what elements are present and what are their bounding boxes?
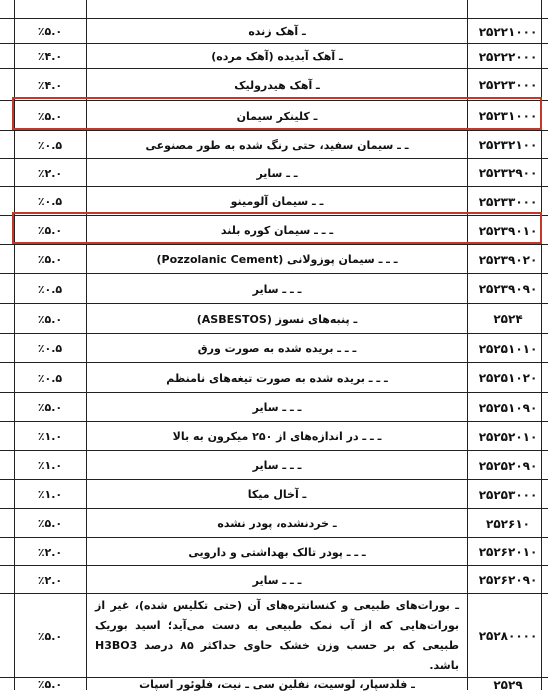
description-cell: ـ پنبه‌های نسوز (ASBESTOS): [196, 312, 358, 326]
code-cell: ۲۵۲۳۱۰۰۰: [478, 109, 538, 123]
table-row: [0, 450, 548, 480]
rate-cell: ٪۵.۰: [37, 312, 63, 326]
description-cell: ـ ـ سایر: [256, 166, 298, 180]
table-row: [0, 100, 548, 131]
table-row: [0, 186, 548, 216]
rate-cell: ٪۵.۰: [37, 401, 63, 414]
code-cell: ۲۵۲۳۲۹۰۰: [478, 166, 538, 180]
rate-cell: ٪۵.۰: [37, 253, 63, 266]
table-row: [0, 68, 548, 101]
table-row: [0, 593, 548, 678]
table-row: [0, 273, 548, 304]
table-row: [0, 130, 548, 159]
code-cell: ۲۵۲۲۳۰۰۰: [478, 78, 538, 92]
code-cell: ۲۵۲۵۲۰۹۰: [478, 458, 538, 473]
code-cell: ۲۵۲۵۱۰۱۰: [478, 341, 538, 356]
description-cell: ـ ـ ـ سایر: [252, 282, 302, 296]
table-row: [0, 421, 548, 451]
rate-cell: ٪۱.۰: [37, 430, 63, 443]
table-row: [0, 303, 548, 334]
rate-cell: ٪۴.۰: [37, 50, 63, 63]
table-row: [0, 215, 548, 245]
rate-cell: ٪۵.۰: [37, 517, 63, 530]
description-cell: ـ آهک زنده: [248, 25, 306, 38]
description-cell: ـ ـ ـ سایر: [252, 573, 302, 587]
table-row: [0, 333, 548, 363]
rate-cell: ٪۵.۰: [37, 629, 63, 643]
code-cell: ۲۵۲۳۹۰۱۰: [478, 223, 538, 238]
table-border-right: [541, 0, 542, 690]
table-row: [0, 43, 548, 69]
column-divider-rate: [86, 0, 87, 690]
code-cell: ۲۵۲۶۲۰۹۰: [478, 573, 538, 587]
description-cell: ـ آخال میکا: [247, 488, 307, 501]
table-row: [0, 479, 548, 509]
rate-cell: ٪۵.۰: [37, 25, 63, 38]
description-cell: ـ ـ ـ سایر: [252, 459, 302, 472]
code-cell: ۲۵۲۵۲۰۱۰: [478, 429, 538, 444]
rate-cell: ٪۰.۵: [37, 342, 63, 355]
code-cell: ۲۵۲۳۳۰۰۰: [478, 194, 538, 209]
description-cell: ـ بورات‌های طبیعی و کنسانتره‌های آن (حتی تکلیس شده)، غیر از بورات‌هایی که از آب نمک طبیعی به دست می‌آید؛ اسید بوریک طبیعی که بر حسب وزن خشک حاوی حداکثر ۸۵ درصد H3BO3 باشد.: [95, 599, 459, 672]
rate-cell: ٪۰.۵: [37, 138, 63, 152]
table-row: [0, 677, 548, 691]
code-cell: ۲۵۲۵۱۰۹۰: [478, 400, 538, 415]
code-cell: ۲۵۲۶۱۰: [486, 516, 530, 531]
description-cell: ـ ـ ـ سیمان کوره بلند: [220, 224, 334, 237]
table-row: [0, 362, 548, 393]
description-cell: ـ آهک آبدیده (آهک مرده): [211, 50, 343, 63]
table-row: [0, 537, 548, 566]
rate-cell: ٪۰.۵: [37, 195, 63, 208]
code-cell: ۲۵۲۲۲۰۰۰: [478, 49, 538, 64]
rate-cell: ٪۲.۰: [37, 545, 63, 559]
table-row: [0, 392, 548, 422]
code-cell: ۲۵۲۳۹۰۲۰: [478, 252, 538, 267]
code-cell: ۲۵۲۳۲۱۰۰: [478, 138, 538, 152]
code-cell: ۲۵۲۸۰۰۰۰: [478, 629, 538, 643]
description-cell: ـ ـ ـ سایر: [252, 401, 302, 414]
code-cell: ۲۵۲۵۱۰۲۰: [478, 371, 538, 385]
rate-cell: ٪۰.۵: [37, 282, 63, 296]
table-row: [0, 158, 548, 187]
code-cell: ۲۵۲۳۹۰۹۰: [478, 282, 538, 296]
rate-cell: ٪۲.۰: [37, 166, 63, 180]
rate-cell: ٪۵.۰: [37, 109, 63, 123]
description-cell: ـ کلینکر سیمان: [236, 109, 318, 123]
rate-cell: ٪۱.۰: [37, 459, 63, 472]
table-row: [0, 244, 548, 274]
table-row: [0, 508, 548, 538]
code-cell: ۲۵۲۹: [493, 677, 523, 692]
table-row: [0, 565, 548, 594]
rate-cell: ٪۲.۰: [37, 573, 63, 587]
description-cell: ـ آهک هیدرولیک: [234, 78, 320, 92]
rate-cell: ٪۱.۰: [37, 488, 63, 501]
code-cell: ۲۵۲۵۳۰۰۰: [478, 487, 538, 502]
code-cell: ۲۵۲۲۱۰۰۰: [478, 24, 538, 39]
description-cell: ـ ـ ـ در اندازه‌های از ۲۵۰ میکرون به بالا: [172, 430, 382, 443]
table-border-left: [14, 0, 15, 690]
rate-cell: ٪۵.۰: [37, 678, 63, 691]
rate-cell: ٪۴.۰: [37, 78, 63, 92]
rate-cell: ٪۵.۰: [37, 224, 63, 237]
description-cell: ـ ـ ـ بریده شده به صورت ورق: [197, 342, 357, 355]
description-cell: ـ ـ سیمان آلومینو: [230, 195, 324, 208]
column-divider-code: [467, 0, 468, 690]
table-row: [0, 18, 548, 44]
description-cell: ـ فلدسپار، لوسیت، نفلین سی ـ نیت، فلوئور اسپات: [139, 678, 415, 691]
description-cell: ـ ـ ـ بریده شده به صورت تیغه‌های نامنظم: [166, 371, 388, 385]
code-cell: ۲۵۲۶۲۰۱۰: [478, 545, 538, 559]
description-cell: ـ ـ ـ پودر تالک بهداشتی و دارویی: [188, 545, 366, 559]
code-cell: ۲۵۲۴: [493, 312, 523, 326]
rate-cell: ٪۰.۵: [37, 371, 63, 385]
description-cell: ـ خردنشده، پودر نشده: [217, 517, 337, 530]
description-cell: ـ ـ سیمان سفید، حتی رنگ شده به طور مصنوعی: [145, 138, 409, 152]
description-cell: ـ ـ ـ سیمان پوزولانی (Pozzolanic Cement): [156, 253, 398, 266]
